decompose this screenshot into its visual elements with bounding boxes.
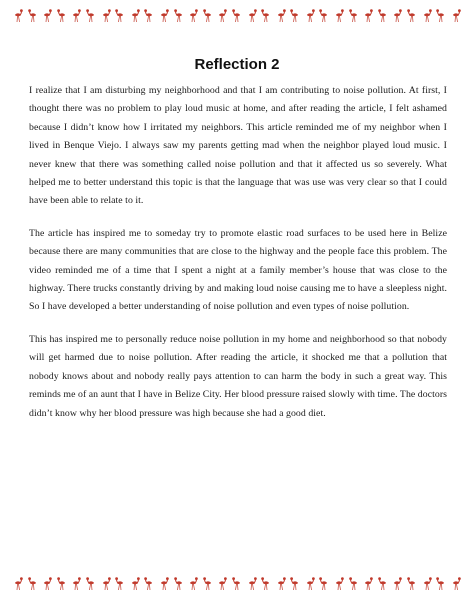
- flamingo-pattern-icon: [231, 9, 243, 23]
- flamingo-pattern-icon: [187, 577, 199, 591]
- flamingo-pattern-icon: [27, 577, 39, 591]
- flamingo-pattern-icon: [41, 577, 53, 591]
- flamingo-pattern-icon: [12, 577, 24, 591]
- bottom-decorative-border: [12, 576, 462, 592]
- flamingo-pattern-icon: [348, 9, 360, 23]
- flamingo-pattern-icon: [260, 577, 272, 591]
- flamingo-pattern-icon: [100, 9, 112, 23]
- flamingo-pattern-icon: [70, 577, 82, 591]
- flamingo-pattern-icon: [348, 577, 360, 591]
- page-title: Reflection 2: [194, 56, 280, 73]
- flamingo-pattern-icon: [333, 9, 345, 23]
- flamingo-pattern-icon: [85, 577, 97, 591]
- flamingo-pattern-icon: [158, 577, 170, 591]
- flamingo-pattern-icon: [173, 9, 185, 23]
- flamingo-pattern-icon: [158, 9, 170, 23]
- flamingo-pattern-icon: [362, 577, 374, 591]
- flamingo-pattern-icon: [406, 577, 418, 591]
- flamingo-pattern-icon: [27, 9, 39, 23]
- flamingo-pattern-icon: [362, 9, 374, 23]
- flamingo-pattern-icon: [377, 577, 389, 591]
- paragraph-3: This has inspired me to personally reduce noise pollution in my home and neighborhood so that nobody will get harmed due to noise pollution. After reading the article, it shocked me that a pollution that nobody knows about and nobody really pays attention to can harm the body in such a great way. This reminds me of an aunt that I have in Belize City. Her blood pressure raised slowly with time. The doctors didn’t know why her blood pressure was high because she had a good diet.: [29, 333, 447, 419]
- paragraph-2: The article has inspired me to someday try to promote elastic road surfaces to be used here in Belize because there are many communities that are close to the highway and the people face this problem. The video reminded me of a time that I spent a night at a family member’s house that was close to the highway. There trucks constantly driving by and making loud noise causing me to have a sleepless night. So I have developed a better understanding of noise pollution and even types of noise pollution.: [29, 227, 447, 313]
- document-body: [29, 82, 447, 437]
- flamingo-pattern-icon: [391, 9, 403, 23]
- flamingo-pattern-icon: [421, 577, 433, 591]
- flamingo-pattern-icon: [129, 9, 141, 23]
- flamingo-pattern-icon: [289, 9, 301, 23]
- flamingo-pattern-icon: [41, 9, 53, 23]
- flamingo-pattern-icon: [275, 9, 287, 23]
- flamingo-pattern-icon: [275, 577, 287, 591]
- flamingo-pattern-icon: [56, 9, 68, 23]
- flamingo-pattern-icon: [114, 9, 126, 23]
- flamingo-pattern-icon: [114, 577, 126, 591]
- flamingo-pattern-icon: [143, 577, 155, 591]
- flamingo-pattern-icon: [435, 577, 447, 591]
- flamingo-pattern-icon: [450, 9, 462, 23]
- flamingo-pattern-icon: [202, 9, 214, 23]
- flamingo-pattern-icon: [246, 577, 258, 591]
- top-decorative-border: [12, 8, 462, 24]
- flamingo-pattern-icon: [231, 577, 243, 591]
- flamingo-pattern-icon: [202, 577, 214, 591]
- flamingo-pattern-icon: [260, 9, 272, 23]
- flamingo-pattern-icon: [216, 577, 228, 591]
- flamingo-pattern-icon: [391, 577, 403, 591]
- flamingo-pattern-icon: [304, 9, 316, 23]
- flamingo-pattern-icon: [85, 9, 97, 23]
- flamingo-pattern-icon: [304, 577, 316, 591]
- flamingo-pattern-icon: [406, 9, 418, 23]
- flamingo-pattern-icon: [216, 9, 228, 23]
- flamingo-pattern-icon: [70, 9, 82, 23]
- paragraph-1: I realize that I am disturbing my neighborhood and that I am contributing to noise pollution. At first, I thought there was no problem to play loud music at home, and after reading the article, I felt ashamed because I didn’t know how I irritated my neighbors. This article reminded me of my neighbor when I lived in Benque Viejo. I always saw my parents getting mad when the neighbor played loud music. I never knew that there was something called noise pollution and that it affected us so severely. What helped me to better understand this topic is that the language that was use was very clear so that I could have been able to relate to it.: [29, 85, 447, 207]
- flamingo-pattern-icon: [143, 9, 155, 23]
- flamingo-pattern-icon: [450, 577, 462, 591]
- flamingo-pattern-icon: [289, 577, 301, 591]
- flamingo-pattern-icon: [435, 9, 447, 23]
- flamingo-pattern-icon: [318, 9, 330, 23]
- flamingo-pattern-icon: [173, 577, 185, 591]
- flamingo-pattern-icon: [318, 577, 330, 591]
- flamingo-pattern-icon: [12, 9, 24, 23]
- flamingo-pattern-icon: [377, 9, 389, 23]
- flamingo-pattern-icon: [333, 577, 345, 591]
- flamingo-pattern-icon: [56, 577, 68, 591]
- flamingo-pattern-icon: [187, 9, 199, 23]
- flamingo-pattern-icon: [129, 577, 141, 591]
- flamingo-pattern-icon: [246, 9, 258, 23]
- flamingo-pattern-icon: [421, 9, 433, 23]
- flamingo-pattern-icon: [100, 577, 112, 591]
